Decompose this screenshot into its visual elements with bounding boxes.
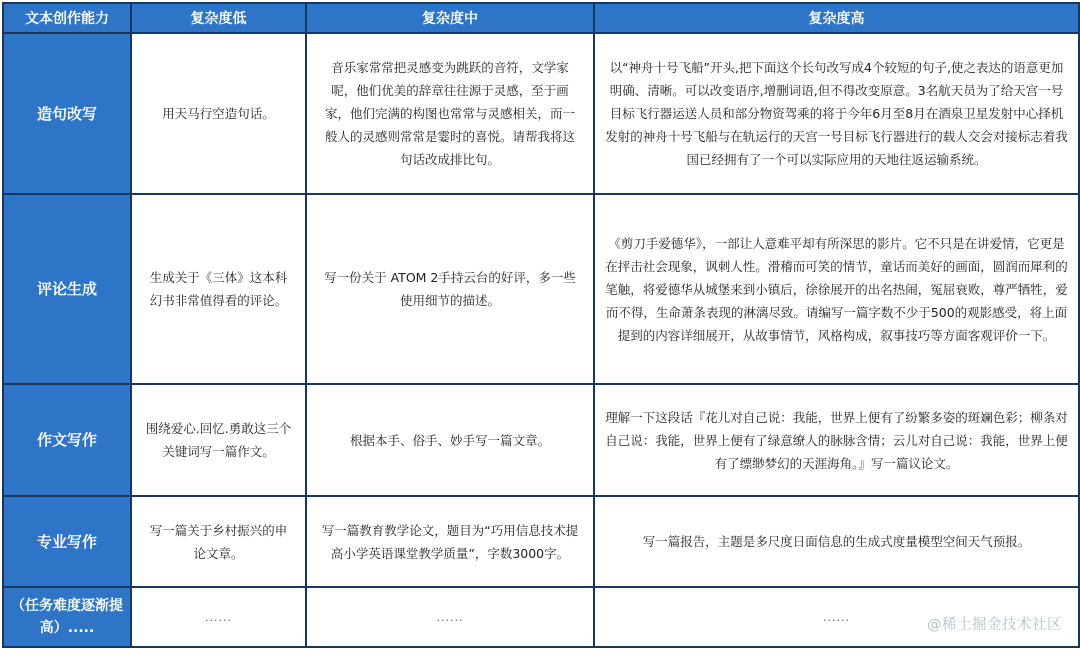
capability-table — [2, 2, 1080, 648]
watermark: @稀土掘金技术社区 — [927, 617, 1062, 633]
cell-high: 理解一下这段话『花儿对自己说：我能，世界上便有了纷繁多姿的斑斓色彩；柳条对自己说：我能，世界上便有了绿意缭人的脉脉含情；云儿对自己说：我能，世界上便有了缥缈梦幻的天涯海角。』写一篇议论文。 — [594, 384, 1079, 496]
header-mid-complexity: 复杂度中 — [306, 3, 594, 33]
cell-high: 《剪刀手爱德华》，一部让人意难平却有所深思的影片。它不只是在讲爱情，它更是在抨击社会现象，讽刺人性。滑稽而可笑的情节，童话而美好的画面，圆润而犀利的笔触，将爱德华从城堡来到小镇后，徐徐展开的出名热闹，冤屈衰败，尊严牺牲，爱而不得，生命萧条表现的淋漓尽致。请编写一篇字数不少于500的观影感受，将上面提到的内容详细展开，从故事情节，风格构成，叙事技巧等方面客观评价一下。 — [594, 194, 1079, 384]
row-label: 专业写作 — [3, 496, 131, 587]
cell-mid: 音乐家常常把灵感变为跳跃的音符，文学家呢，他们优美的辞章往往源于灵感，至于画家，他们完满的构图也常常与灵感相关，而一般人的灵感则常常是霎时的喜悦。请帮我将这句话改成排比句。 — [306, 33, 594, 194]
cell-low: 围绕爱心.回忆.勇敢这三个关键词写一篇作文。 — [131, 384, 306, 496]
row-label: 评论生成 — [3, 194, 131, 384]
cell-low: ...... — [131, 587, 306, 647]
table-row — [3, 496, 1079, 587]
cell-high: 写一篇报告，主题是多尺度日面信息的生成式度量模型空间天气预报。 — [594, 496, 1079, 587]
cell-low: 生成关于《三体》这本科幻书非常值得看的评论。 — [131, 194, 306, 384]
cell-low: 用天马行空造句话。 — [131, 33, 306, 194]
cell-high: 以“神舟十号飞船”开头,把下面这个长句改写成4个较短的句子,使之表达的语意更加明确、清晰。可以改变语序,增删词语,但不得改变原意。3名航天员为了给天宫一号目标飞行器运送人员和部分物资驾乘的将于今年6月至8月在酒泉卫星发射中心择机发射的神舟十号飞船与在轨运行的天宫一号目标飞行器进行的载人交会对接标志着我国已经拥有了一个可以实际应用的天地往返运输系统。 — [594, 33, 1079, 194]
header-capability: 文本创作能力 — [3, 3, 131, 33]
row-label: （任务难度逐渐提高）..... — [3, 587, 131, 647]
table-row — [3, 587, 1079, 647]
table-row — [3, 33, 1079, 194]
cell-high: ...... — [594, 587, 1079, 647]
table-row — [3, 194, 1079, 384]
table-row — [3, 384, 1079, 496]
cell-low: 写一篇关于乡村振兴的申论文章。 — [131, 496, 306, 587]
cell-mid: 写一篇教育教学论文，题目为“巧用信息技术提高小学英语课堂教学质量”，字数3000字。 — [306, 496, 594, 587]
header-low-complexity: 复杂度低 — [131, 3, 306, 33]
cell-mid: ...... — [306, 587, 594, 647]
header-row — [3, 3, 1079, 33]
header-high-complexity: 复杂度高 — [594, 3, 1079, 33]
cell-mid: 写一份关于 ATOM 2手持云台的好评，多一些使用细节的描述。 — [306, 194, 594, 384]
row-label: 造句改写 — [3, 33, 131, 194]
row-label: 作文写作 — [3, 384, 131, 496]
cell-mid: 根据本手、俗手、妙手写一篇文章。 — [306, 384, 594, 496]
